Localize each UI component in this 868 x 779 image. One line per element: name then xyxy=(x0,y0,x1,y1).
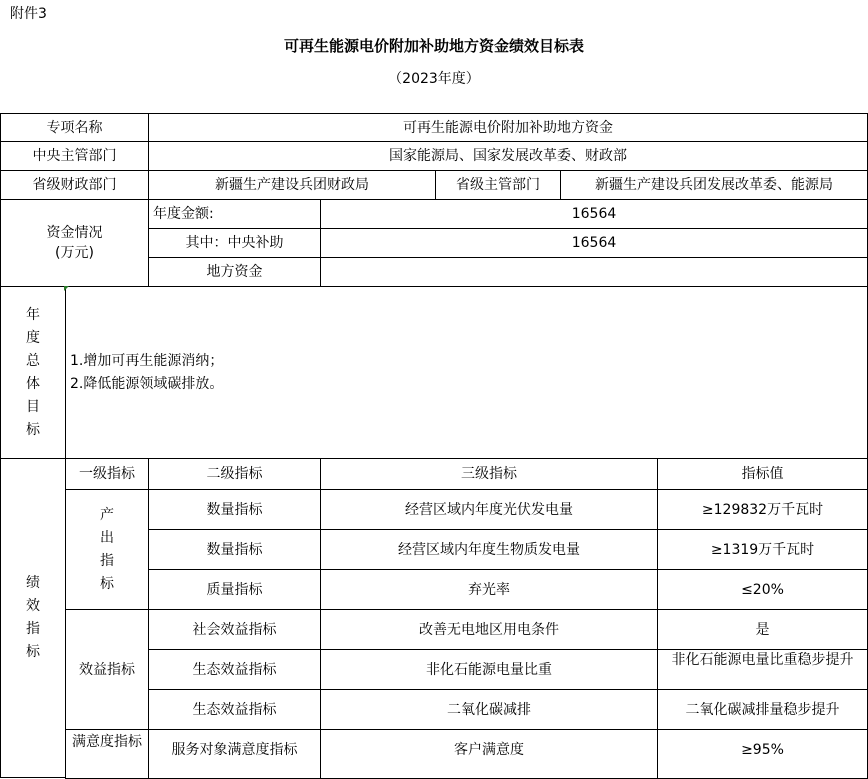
provincial-finance-value: 新疆生产建设兵团财政局 xyxy=(148,170,436,200)
header-value: 指标值 xyxy=(657,458,868,490)
goal-line: 2.降低能源领域碳排放。 xyxy=(70,375,224,392)
page-subtitle: （2023年度） xyxy=(388,71,480,87)
central-subsidy-label: 其中：中央补助 xyxy=(148,228,321,258)
satisfaction-indicators-label: 满意度指标 xyxy=(65,729,149,779)
char: 产 xyxy=(100,506,114,523)
row-level3: 非化石能源电量比重 xyxy=(320,649,658,690)
performance-indicators-label xyxy=(0,458,66,778)
header-level1: 一级指标 xyxy=(65,458,149,490)
char: 标 xyxy=(26,644,40,660)
output-indicators-label xyxy=(65,489,149,610)
provincial-dept-label: 省级主管部门 xyxy=(435,170,561,200)
header-level2: 二级指标 xyxy=(148,458,321,490)
char: 标 xyxy=(100,575,114,592)
char: 体 xyxy=(26,375,40,392)
char: 绩 xyxy=(26,575,40,591)
row-level3: 弃光率 xyxy=(320,569,658,610)
goal-line: 1.增加可再生能源消纳； xyxy=(70,352,224,369)
char: 目 xyxy=(26,398,40,415)
attachment-label: 附件3 xyxy=(10,6,47,22)
funds-label-line1: 资金情况 xyxy=(46,225,103,241)
row-level3: 经营区域内年度光伏发电量 xyxy=(320,489,658,530)
central-dept-label: 中央主管部门 xyxy=(0,141,149,171)
central-subsidy-value: 16564 xyxy=(320,228,868,258)
project-name-value: 可再生能源电价附加补助地方资金 xyxy=(148,113,868,142)
row-value: ≥95% xyxy=(657,729,868,779)
row-value: 二氧化碳减排量稳步提升 xyxy=(657,689,868,730)
row-value: ≥129832万千瓦时 xyxy=(657,489,868,530)
row-level3: 客户满意度 xyxy=(320,729,658,779)
char: 度 xyxy=(26,329,40,346)
row-level3: 经营区域内年度生物质发电量 xyxy=(320,529,658,570)
char: 出 xyxy=(100,529,114,546)
page-title: 可再生能源电价附加补助地方资金绩效目标表 xyxy=(283,37,584,55)
row-level2: 数量指标 xyxy=(148,529,321,570)
row-level2: 生态效益指标 xyxy=(148,689,321,730)
row-level2: 数量指标 xyxy=(148,489,321,530)
row-level2: 生态效益指标 xyxy=(148,649,321,690)
row-level2: 质量指标 xyxy=(148,569,321,610)
annual-goal-content xyxy=(65,286,868,459)
char: 年 xyxy=(26,306,40,323)
annual-goal-label xyxy=(0,286,66,459)
char: 效 xyxy=(26,598,40,614)
row-level3: 改善无电地区用电条件 xyxy=(320,609,658,650)
row-value: ≥1319万千瓦时 xyxy=(657,529,868,570)
char: 标 xyxy=(26,421,40,438)
funds-label xyxy=(0,199,149,287)
char: 指 xyxy=(26,621,40,637)
provincial-finance-label: 省级财政部门 xyxy=(0,170,149,200)
row-value: ≤20% xyxy=(657,569,868,610)
char: 指 xyxy=(100,552,114,569)
row-level2: 服务对象满意度指标 xyxy=(148,729,321,779)
row-value: 非化石能源电量比重稳步提升 xyxy=(657,649,868,690)
annual-amount-value: 16564 xyxy=(320,199,868,229)
row-level3: 二氧化碳减排 xyxy=(320,689,658,730)
char: 总 xyxy=(26,352,40,369)
central-dept-value: 国家能源局、国家发展改革委、财政部 xyxy=(148,141,868,171)
provincial-dept-value: 新疆生产建设兵团发展改革委、能源局 xyxy=(560,170,868,200)
local-funds-value xyxy=(320,257,868,287)
funds-label-line2: (万元) xyxy=(55,245,94,261)
benefit-indicators-label: 效益指标 xyxy=(65,609,149,730)
local-funds-label: 地方资金 xyxy=(148,257,321,287)
annual-amount-label: 年度金额: xyxy=(148,199,321,229)
row-level2: 社会效益指标 xyxy=(148,609,321,650)
row-value: 是 xyxy=(657,609,868,650)
project-name-label: 专项名称 xyxy=(0,113,149,142)
header-level3: 三级指标 xyxy=(320,458,658,490)
comment-marker-icon xyxy=(64,286,69,291)
